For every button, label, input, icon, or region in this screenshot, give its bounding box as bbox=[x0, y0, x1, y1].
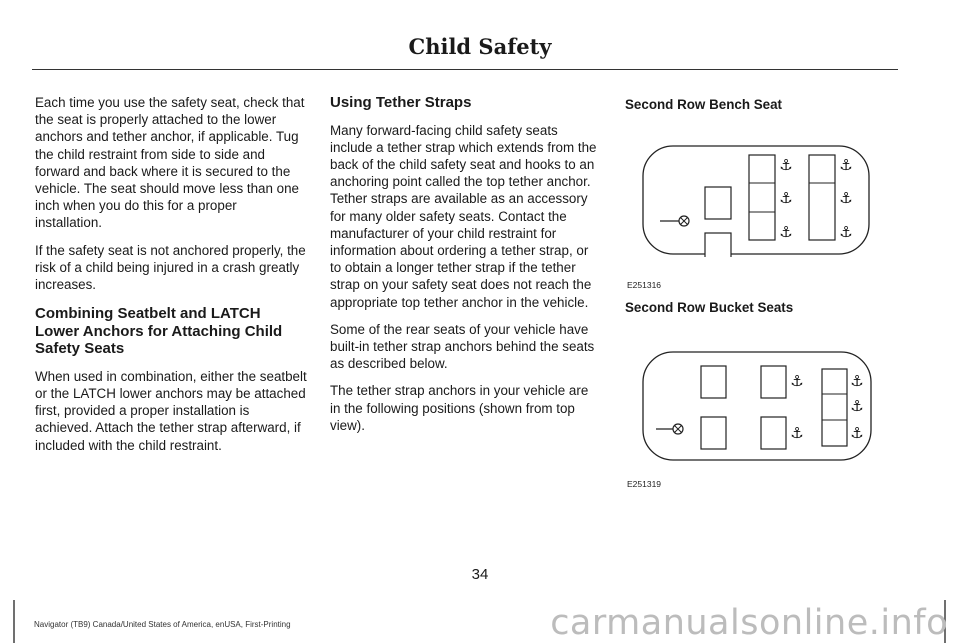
watermark: carmanualsonline.info bbox=[550, 603, 948, 643]
anchor-icon: ⚓ bbox=[779, 189, 793, 207]
figure-bucket-seats bbox=[642, 350, 874, 465]
paragraph: Many forward-facing child safety seats include a tether strap which extends from the back of the child safety seat and hooks to an anchoring point called the top tether anchor. Tether straps are available as an accessory for many older safety seats. Contact the manufacturer of your child restraint for information about ordering a tether strap, or to obtain a longer tether strap if the tether strap on your safety seat does not reach the appropriate top tether anchor in the vehicle. bbox=[330, 122, 597, 310]
anchor-icon: ⚓ bbox=[779, 223, 793, 241]
paragraph: If the safety seat is not anchored properly, the risk of a child being injured in a crash greatly increases. bbox=[35, 242, 306, 293]
column-1 bbox=[35, 94, 307, 464]
anchor-icon: ⚓ bbox=[790, 372, 804, 390]
paragraph: When used in combination, either the seatbelt or the LATCH lower anchors may be attached first, provided a proper installation is achieved. Attach the tether strap afterward, if included with the child restraint. bbox=[35, 368, 307, 453]
anchor-icon: ⚓ bbox=[779, 156, 793, 174]
anchor-icon: ⚓ bbox=[850, 424, 864, 442]
section-heading: Combining Seatbelt and LATCH Lower Anchors for Attaching Child Safety Seats bbox=[35, 305, 283, 358]
section-heading: Using Tether Straps bbox=[330, 94, 472, 111]
header-rule bbox=[32, 69, 898, 70]
figure-title-bucket: Second Row Bucket Seats bbox=[625, 300, 794, 315]
crop-mark-left bbox=[0, 600, 20, 643]
paragraph: Some of the rear seats of your vehicle have built-in tether strap anchors behind the seats as described below. bbox=[330, 321, 595, 372]
figure-code-bucket: E251319 bbox=[627, 479, 662, 489]
anchor-icon: ⚓ bbox=[790, 424, 804, 442]
column-2 bbox=[330, 94, 602, 444]
paragraph: The tether strap anchors in your vehicle are in the following positions (shown from top view). bbox=[330, 383, 589, 433]
figure-title-bench: Second Row Bench Seat bbox=[625, 97, 782, 112]
anchor-icon: ⚓ bbox=[850, 397, 864, 415]
anchor-icon: ⚓ bbox=[839, 223, 853, 241]
anchor-icon: ⚓ bbox=[850, 372, 864, 390]
paragraph: Each time you use the safety seat, check that the seat is properly attached to the lower anchors and tether anchor, if applicable. Tug the child restraint from side to side and forward and back where it is secured to the vehicle. The seat should move less than one inch when you do this for a proper installation. bbox=[35, 95, 305, 231]
page-number: 34 bbox=[471, 566, 489, 583]
figure-bench-seat bbox=[642, 142, 872, 257]
page-header-title: Child Safety bbox=[408, 34, 552, 59]
anchor-icon: ⚓ bbox=[839, 156, 853, 174]
anchor-icon: ⚓ bbox=[839, 189, 853, 207]
publication-info: Navigator (TB9) Canada/United States of America, enUSA, First-Printing bbox=[34, 620, 291, 629]
figure-code-bench: E251316 bbox=[627, 280, 662, 290]
